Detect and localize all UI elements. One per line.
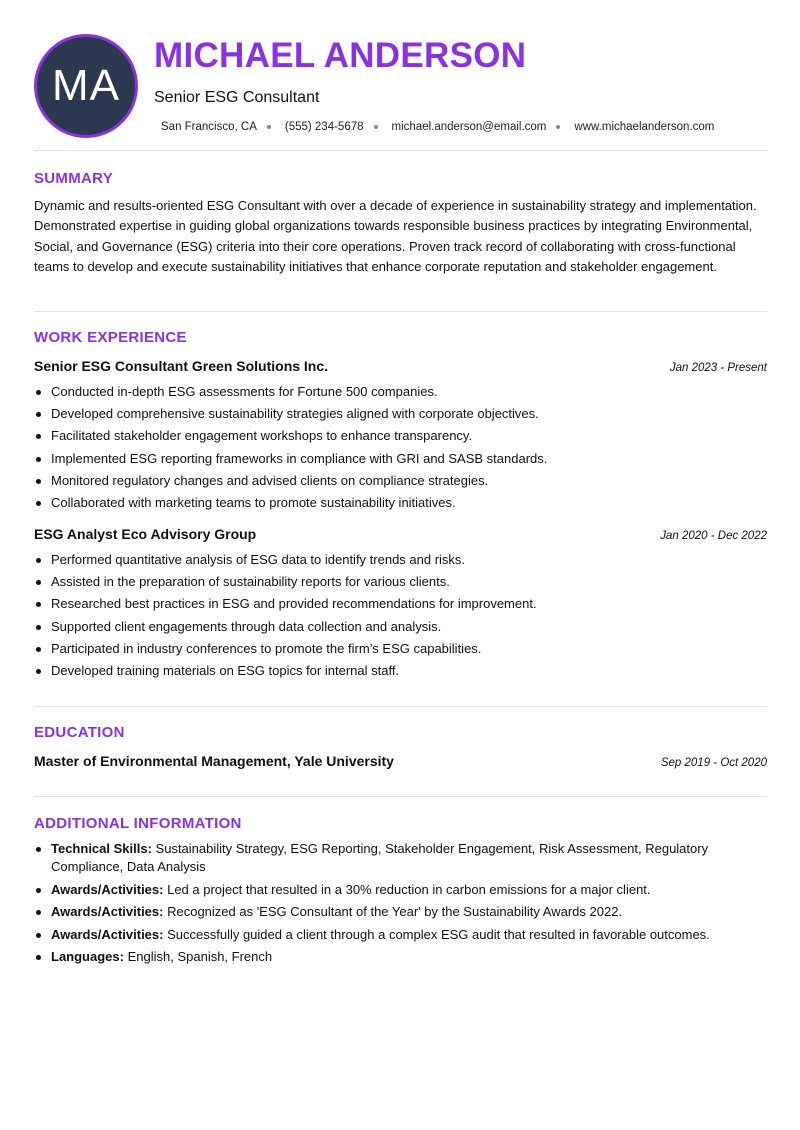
list-item: [34, 948, 734, 966]
separator-dot-icon: [556, 125, 560, 129]
job-bullet-list: [34, 549, 767, 682]
summary-text: Dynamic and results-oriented ESG Consultant with over a decade of experience in sustainability strategy and implementation. Demonstrated expertise in guiding global organizations towards responsible business practices by integrating Environmental, Social, and Governance (ESG) criteria into their core operations. Proven track record of collaborating with cross-functional teams to develop and execute sustainability initiatives that enhance corporate reputation and stakeholder engagement.: [34, 198, 757, 274]
item-text: Sustainability Strategy, ESG Reporting, Stakeholder Engagement, Risk Assessment, Regulatory Compliance, Data Analysis: [51, 841, 709, 874]
job-bullet-list: [34, 381, 767, 514]
degree-school: Master of Environmental Management, Yale University: [34, 753, 394, 769]
list-item: Developed comprehensive sustainability strategies aligned with corporate objectives.: [34, 403, 767, 425]
separator-dot-icon: [374, 125, 378, 129]
item-text: English, Spanish, French: [127, 949, 273, 964]
list-item: Facilitated stakeholder engagement workshops to enhance transparency.: [34, 425, 767, 447]
section-divider: [34, 150, 767, 151]
contact-phone: (555) 234-5678: [284, 121, 364, 133]
item-label: Awards/Activities:: [51, 881, 164, 897]
contact-email[interactable]: michael.anderson@email.com: [391, 121, 547, 133]
education-entry: [34, 753, 767, 769]
job-header: [34, 526, 767, 542]
list-item: Participated in industry conferences to promote the firm’s ESG capabilities.: [34, 638, 767, 660]
list-item: Supported client engagements through data collection and analysis.: [34, 616, 767, 638]
list-item: [34, 903, 734, 921]
list-item: Researched best practices in ESG and provided recommendations for improvement.: [34, 593, 767, 615]
item-label: Technical Skills:: [51, 841, 152, 856]
list-item: [34, 881, 734, 899]
list-item: [34, 926, 734, 944]
list-item: Monitored regulatory changes and advised clients on compliance strategies.: [34, 470, 767, 492]
work-experience-heading: WORK EXPERIENCE: [34, 329, 187, 346]
job-dates: Jan 2020 - Dec 2022: [660, 530, 767, 542]
section-divider: [34, 796, 767, 797]
section-divider: [34, 706, 767, 707]
job-role-company: Senior ESG Consultant Green Solutions Inc.: [34, 358, 329, 374]
additional-info-list: [34, 840, 734, 971]
list-item: Developed training materials on ESG topics for internal staff.: [34, 660, 767, 682]
list-item: [34, 840, 734, 876]
item-label: Languages:: [51, 949, 124, 964]
list-item: Assisted in the preparation of sustainability reports for various clients.: [34, 571, 767, 593]
separator-dot-icon: [267, 125, 271, 129]
list-item: Conducted in-depth ESG assessments for Fortune 500 companies.: [34, 381, 767, 403]
section-divider: [34, 311, 767, 312]
item-text: Successfully guided a client through a complex ESG audit that resulted in favorable outcomes.: [167, 926, 710, 942]
item-text: Led a project that resulted in a 30% reduction in carbon emissions for a major client.: [167, 881, 651, 897]
additional-info-heading: ADDITIONAL INFORMATION: [34, 815, 242, 832]
job-title: Senior ESG Consultant: [154, 89, 320, 106]
job-role-company: ESG Analyst Eco Advisory Group: [34, 526, 257, 542]
item-label: Awards/Activities:: [51, 904, 164, 919]
avatar: [34, 34, 138, 138]
item-text: Recognized as 'ESG Consultant of the Year' by the Sustainability Awards 2022.: [167, 904, 623, 919]
list-item: Collaborated with marketing teams to promote sustainability initiatives.: [34, 492, 767, 514]
job-dates: Jan 2023 - Present: [669, 362, 767, 374]
contact-line: [161, 121, 714, 133]
contact-location: San Francisco, CA: [161, 121, 257, 133]
candidate-name: MICHAEL ANDERSON: [154, 36, 527, 75]
resume-header: [0, 0, 800, 150]
list-item: Performed quantitative analysis of ESG data to identify trends and risks.: [34, 549, 767, 571]
avatar-initials: MA: [52, 61, 120, 110]
summary-heading: SUMMARY: [34, 170, 114, 187]
contact-website[interactable]: www.michaelanderson.com: [574, 121, 715, 133]
item-label: Awards/Activities:: [51, 926, 164, 942]
list-item: Implemented ESG reporting frameworks in compliance with GRI and SASB standards.: [34, 448, 767, 470]
education-heading: EDUCATION: [34, 724, 125, 741]
job-header: [34, 358, 767, 374]
education-dates: Sep 2019 - Oct 2020: [660, 757, 767, 769]
